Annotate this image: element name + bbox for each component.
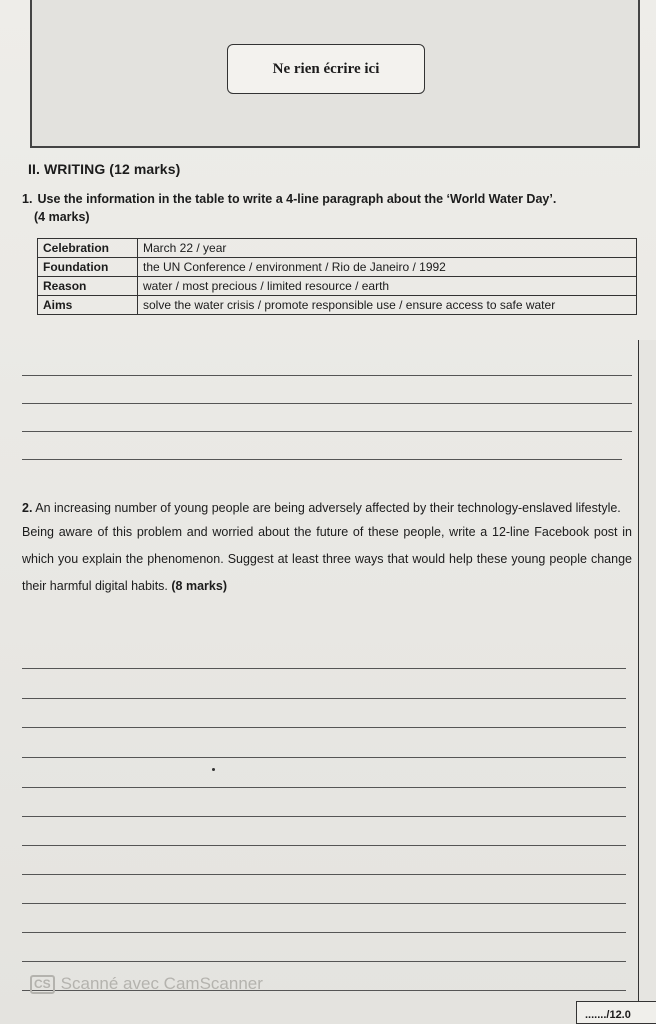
info-table	[37, 238, 637, 315]
question-1-marks: (4 marks)	[34, 210, 90, 224]
answer-line[interactable]	[22, 932, 626, 933]
question-2-number: 2.	[22, 501, 33, 515]
table-value: water / most precious / limited resource / earth	[138, 277, 637, 296]
answer-line[interactable]	[22, 903, 626, 904]
question-1-number: 1.	[22, 192, 33, 206]
table-key: Foundation	[38, 258, 138, 277]
no-write-zone	[30, 0, 640, 148]
table-key: Celebration	[38, 239, 138, 258]
answer-line[interactable]	[22, 816, 626, 817]
answer-line[interactable]	[22, 874, 626, 875]
watermark-text: Scanné avec CamScanner	[60, 974, 263, 993]
page-edge	[638, 340, 656, 1024]
table-row	[38, 277, 637, 296]
table-key: Aims	[38, 296, 138, 315]
answer-line[interactable]	[22, 845, 626, 846]
answer-line[interactable]	[22, 375, 632, 376]
camscanner-icon: CS	[30, 975, 55, 994]
table-row	[38, 258, 637, 277]
table-value: March 22 / year	[138, 239, 637, 258]
answer-line[interactable]	[22, 727, 626, 728]
answer-line[interactable]	[22, 431, 632, 432]
score-box: ......./12.0	[576, 1001, 656, 1024]
question-1	[22, 190, 642, 226]
table-row	[38, 296, 637, 315]
question-1-prompt: Use the information in the table to write a 4-line paragraph about the ‘World Water Day’.	[37, 192, 557, 206]
answer-line[interactable]	[22, 787, 626, 788]
ink-dot	[212, 768, 215, 771]
question-2-line1: An increasing number of young people are being adversely affected by their technology-enslaved lifestyle.	[35, 501, 621, 515]
answer-line[interactable]	[22, 459, 622, 460]
table-key: Reason	[38, 277, 138, 296]
question-2	[22, 497, 632, 600]
no-write-label: Ne rien écrire ici	[227, 44, 425, 94]
camscanner-watermark	[30, 974, 263, 994]
table-value: solve the water crisis / promote responsible use / ensure access to safe water	[138, 296, 637, 315]
answer-line[interactable]	[22, 757, 626, 758]
section-title: II. WRITING (12 marks)	[28, 161, 181, 177]
question-2-marks: (8 marks)	[171, 579, 227, 593]
answer-line[interactable]	[22, 961, 626, 962]
answer-line[interactable]	[22, 698, 626, 699]
table-value: the UN Conference / environment / Rio de Janeiro / 1992	[138, 258, 637, 277]
question-2-line2: Being aware of this problem and worried about the future of these people, write a 12-line Facebook post in which you explain the phenomenon. Suggest at least three ways that would help these young people change their harmful digital habits.	[22, 525, 632, 593]
answer-line[interactable]	[22, 668, 626, 669]
table-row	[38, 239, 637, 258]
answer-line[interactable]	[22, 403, 632, 404]
